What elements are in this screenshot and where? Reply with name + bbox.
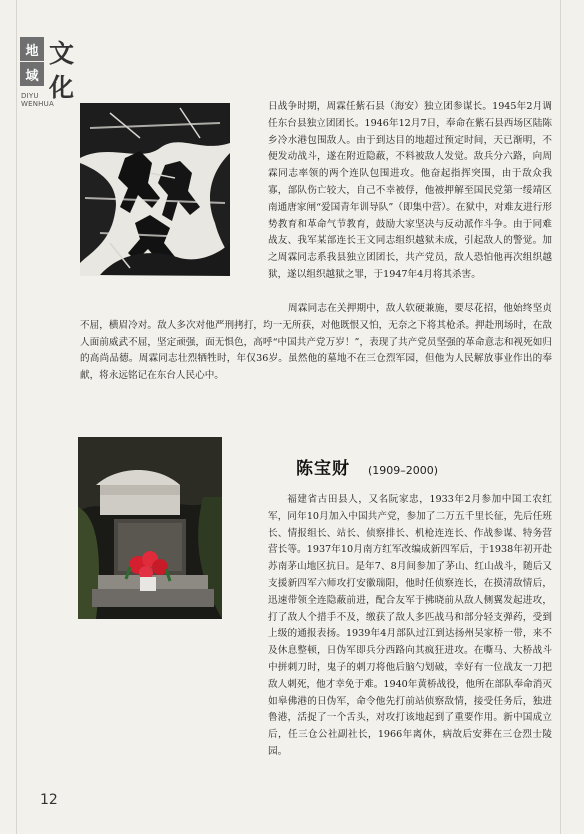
section-title-char-2: 化 <box>49 73 75 102</box>
left-margin-line <box>16 0 17 834</box>
person-years: (1909–2000) <box>368 464 439 477</box>
memorial-photo <box>78 437 222 619</box>
section-badge-bottom: 域 <box>20 62 44 86</box>
section-badge-top: 地 <box>20 37 44 61</box>
right-margin-line <box>560 0 561 834</box>
section-pinyin-2: WENHUA <box>21 100 54 108</box>
section-pinyin-1: DIYU <box>21 92 39 100</box>
section2-paragraph-1: 福建省古田县人，又名阮家忠，1933年2月参加中国工农红军，同年10月加入中国共产党，参加了二万五千里长征，先后任班长、情报组长、站长、侦察排长、机枪连连长、作战参谋、特务营营长等。1937年10月南方红军改编成新四军后，于1938年初开赴苏南茅山地区抗日。是年7、8月间参加了茅山、红山战斗，随后又支援新四军六师攻打安徽瑞阳，他时任侦察连长，在摸清敌情后，迅速带领全连隐蔽前进，配合友军于拂晓前从敌人侧翼发起进攻，打了敌人个措手不及，缴获了敌人多匹战马和部分轻支弹药，受到上级的通报表扬。1939年4月部队过江到达扬州吴家桥一带，来不及休息整顿，日伪军即兵分西路向其疯狂进攻。在嘶马、大桥战斗中拼刺刀时，鬼子的刺刀将他后脑勺划破，幸好有一位战友一刀把敌人刺死，他才幸免于难。1940年黄桥战役，他所在部队奉命消灭如皋佛港的日伪军，命令他先打前站侦察敌情，接受任务后，独进鲁港，活捉了一个舌头，对攻打该地起到了重要作用。新中国成立后，任三仓公社副社长，1966年离休，病故后安葬在三仓烈士陵园。 <box>268 494 552 757</box>
section1-paragraph-1: 日战争时期，周霖任紫石县（海安）独立团参谋长。1945年2月调任东台县独立团团长。1946年12月7日，奉命在紫石县西场区陆陈乡冷水港包围敌人。由于到达目的地超过预定时间，天已渐明，不便发动战斗，遂在附近隐蔽，不料被敌人发觉。敌兵分六路，向周霖同志率领的两个连队包围进攻。他奋起指挥突围，由于敌众我寡，部队伤亡较大，自己不幸被俘，他被押解至国民党第一绥靖区南通唐家闸“爱国青年训导队”（即集中营）。在狱中，对难友进行形势教育和革命气节教育，鼓励大家坚决与反动派作斗争。由于同难战友、我军某部连长王文同志组织越狱未成，引起敌人的警觉。加之周霖同志系我县独立团团长，共产党员，敌人恐怕他再次组织越狱，遂以组织越狱之罪，于1947年4月将其杀害。 <box>268 101 552 280</box>
woodcut-illustration <box>80 103 230 276</box>
person-name: 陈宝财 <box>296 459 350 479</box>
person-heading <box>296 454 438 479</box>
section-title-char-1: 文 <box>49 39 75 68</box>
section1-paragraph-2: 周霖同志在关押期中，敌人软硬兼施，要尽花招，他始终坚贞不屈，横眉冷对。敌人多次对他严刑拷打，均一无所获，对他既恨又怕，无奈之下将其枪杀。押赴刑场时，在敌人面前威武不屈，坚定顽强，面无惧色，高呼“中国共产党万岁！”，表现了共产党员坚强的革命意志和视死如归的高尚品德。周霖同志壮烈牺牲时，年仅36岁。虽然他的墓地不在三仓烈军园，但他为人民解放事业作出的奉献，将永远铭记在东台人民心中。 <box>80 303 552 382</box>
page-number: 12 <box>40 792 58 808</box>
